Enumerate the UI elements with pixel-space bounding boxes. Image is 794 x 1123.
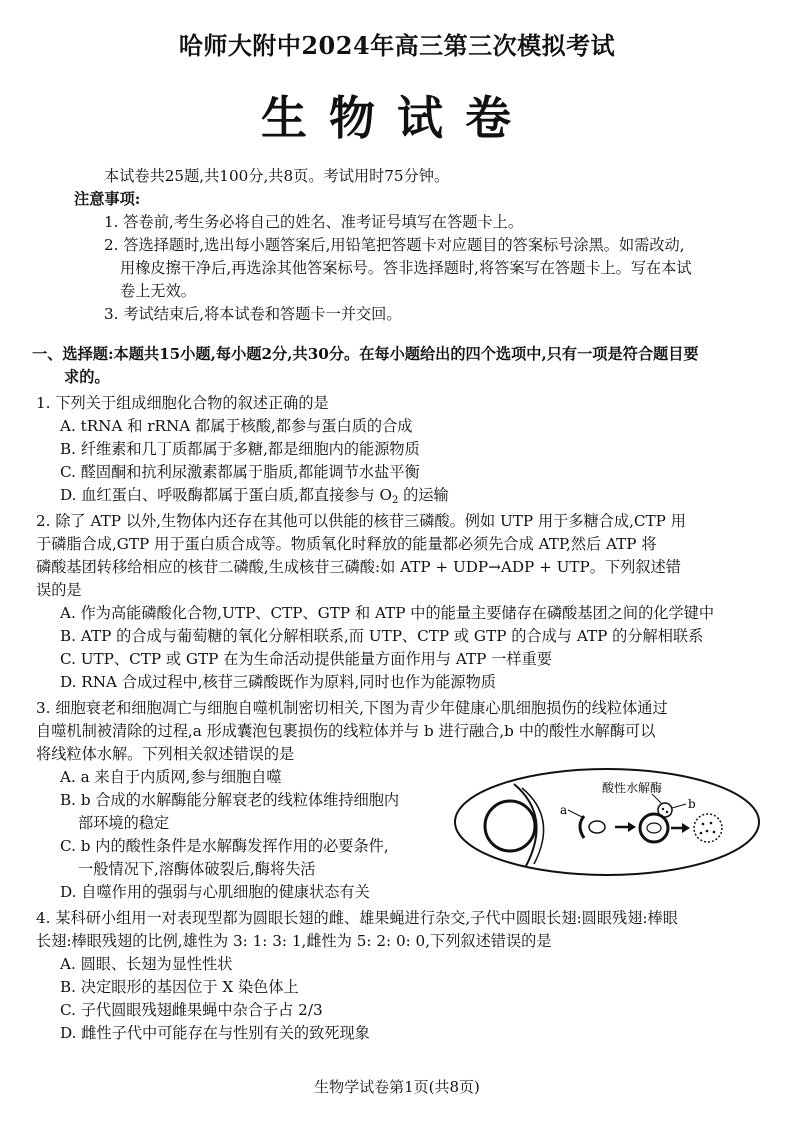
section-heading-line-2: 求的。: [64, 368, 110, 386]
enzyme-dot: [666, 811, 668, 813]
notice-item-2-line-2: 用橡皮擦干净后,再选涂其他答案标号。答非选择题时,将答案写在答题卡上。写在本试: [120, 259, 692, 277]
q3-option-a: A. a 来自于内质网,参与细胞自噬: [60, 768, 282, 786]
q2-stem-line-2: 于磷脂合成,GTP 用于蛋白质合成等。物质氧化时释放的能量都必须先合成 ATP,然后 ATP 将: [36, 535, 657, 553]
autophagosome: [640, 814, 668, 842]
q4-option-a: A. 圆眼、长翅为显性性状: [60, 955, 233, 973]
q2-option-b: B. ATP 的合成与葡萄糖的氧化分解相联系,而 UTP、CTP 或 GTP 的合成与 ATP 的分解相联系: [60, 627, 704, 645]
q3-stem-line-1: 3. 细胞衰老和细胞凋亡与细胞自噬机制密切相关,下图为青少年健康心肌细胞损伤的线粒体通过: [36, 699, 668, 717]
q4-option-c: C. 子代圆眼残翅雌果蝇中杂合子占 2/3: [60, 1001, 323, 1019]
q4-stem-line-2: 长翅:棒眼残翅的比例,雄性为 3: 1: 3: 1,雌性为 5: 2: 0: 0,下列叙述错误的是: [36, 932, 552, 950]
enclosed-mitochondrion-icon: [647, 823, 661, 833]
autophagy-diagram: [452, 766, 762, 878]
enzyme-pointer: [652, 794, 662, 804]
q3-option-c-line-1: C. b 内的酸性条件是水解酶发挥作用的必要条件,: [60, 837, 389, 855]
notice-item-3: 3. 考试结束后,将本试卷和答题卡一并交回。: [104, 305, 402, 323]
q1-option-d-tail: 的运输: [398, 486, 449, 504]
arrow-1-head: [628, 822, 636, 832]
degraded-vesicle: [694, 814, 722, 842]
enzyme-dot: [662, 808, 664, 810]
label-b: b: [688, 797, 696, 811]
q1-option-d-text: D. 血红蛋白、呼吸酶都属于蛋白质,都直接参与 O: [60, 486, 392, 504]
arrow-2-head: [682, 823, 690, 833]
q3-option-c-line-2: 一般情况下,溶酶体破裂后,酶将失活: [78, 860, 316, 878]
q1-stem: 1. 下列关于组成细胞化合物的叙述正确的是: [36, 394, 329, 412]
label-acid-hydrolase: 酸性水解酶: [602, 781, 663, 795]
q2-stem-line-1: 2. 除了 ATP 以外,生物体内还存在其他可以供能的核苷三磷酸。例如 UTP 用于多糖合成,CTP 用: [36, 512, 686, 530]
q1-option-d: [60, 484, 449, 512]
q4-stem-line-1: 4. 某科研小组用一对表现型都为圆眼长翅的雌、雄果蝇进行杂交,子代中圆眼长翅:圆眼残翅:棒眼: [36, 909, 678, 927]
q3-option-b-line-2: 部环境的稳定: [78, 814, 170, 832]
exam-intro: 本试卷共25题,共100分,共8页。考试用时75分钟。: [104, 167, 450, 185]
notice-heading: 注意事项:: [74, 190, 141, 208]
debris-dot: [702, 823, 705, 826]
q3-option-b-line-1: B. b 合成的水解酶能分解衰老的线粒体维持细胞内: [60, 791, 400, 809]
vesicle-a-crescent: [580, 816, 584, 838]
label-a: a: [560, 803, 568, 817]
debris-dot: [713, 831, 716, 834]
label-a-pointer: [568, 810, 584, 818]
q2-option-d: D. RNA 合成过程中,核苷三磷酸既作为原料,同时也作为能源物质: [60, 673, 496, 691]
debris-dot: [700, 832, 703, 835]
q1-option-d-subscript: 2: [391, 495, 399, 506]
notice-item-2-line-3: 卷上无效。: [120, 282, 196, 300]
nucleus: [485, 801, 535, 851]
notice-item-1: 1. 答卷前,考生务必将自己的姓名、准考证号填写在答题卡上。: [104, 213, 524, 231]
er-membrane-outer: [514, 784, 537, 866]
q1-option-b: B. 纤维素和几丁质都属于多糖,都是细胞内的能源物质: [60, 440, 420, 458]
q2-stem-line-3: 磷酸基团转移给相应的核苷二磷酸,生成核苷三磷酸:如 ATP + UDP→ADP + UTP。下列叙述错: [36, 558, 681, 576]
q3-stem-line-3: 将线粒体水解。下列相关叙述错误的是: [36, 745, 295, 763]
q2-option-c: C. UTP、CTP 或 GTP 在为生命活动提供能量方面作用与 ATP 一样重要: [60, 650, 552, 668]
q4-option-b: B. 决定眼形的基因位于 X 染色体上: [60, 978, 299, 996]
lysosome-b: [658, 803, 672, 817]
exam-title: 哈师大附中2024年高三第三次模拟考试: [178, 31, 616, 60]
q2-option-a: A. 作为高能磷酸化合物,UTP、CTP、GTP 和 ATP 中的能量主要储存在磷酸基团之间的化学键中: [60, 604, 715, 622]
subject-title: 生物试卷: [261, 91, 533, 145]
page-footer: 生物学试卷第1页(共8页): [314, 1078, 480, 1096]
q1-option-a: A. tRNA 和 rRNA 都属于核酸,都参与蛋白质的合成: [60, 417, 413, 435]
q3-option-d: D. 自噬作用的强弱与心肌细胞的健康状态有关: [60, 883, 370, 901]
q1-option-c: C. 醛固酮和抗利尿激素都属于脂质,都能调节水盐平衡: [60, 463, 420, 481]
section-heading-line-1: 一、选择题:本题共15小题,每小题2分,共30分。在每小题给出的四个选项中,只有一项是符合题目要: [32, 345, 699, 363]
notice-item-2-line-1: 2. 答选择题时,选出每小题答案后,用铅笔把答题卡对应题目的答案标号涂黑。如需改动,: [104, 236, 685, 254]
label-b-pointer: [672, 804, 686, 808]
q2-stem-line-4: 误的是: [36, 581, 82, 599]
debris-dot: [710, 822, 713, 825]
q4-option-d: D. 雌性子代中可能存在与性别有关的致死现象: [60, 1024, 370, 1042]
damaged-mitochondrion-icon: [589, 821, 605, 833]
q3-stem-line-2: 自噬机制被清除的过程,a 形成囊泡包裹损伤的线粒体并与 b 进行融合,b 中的酸性水解酶可以: [36, 722, 656, 740]
debris-dot: [706, 830, 709, 833]
